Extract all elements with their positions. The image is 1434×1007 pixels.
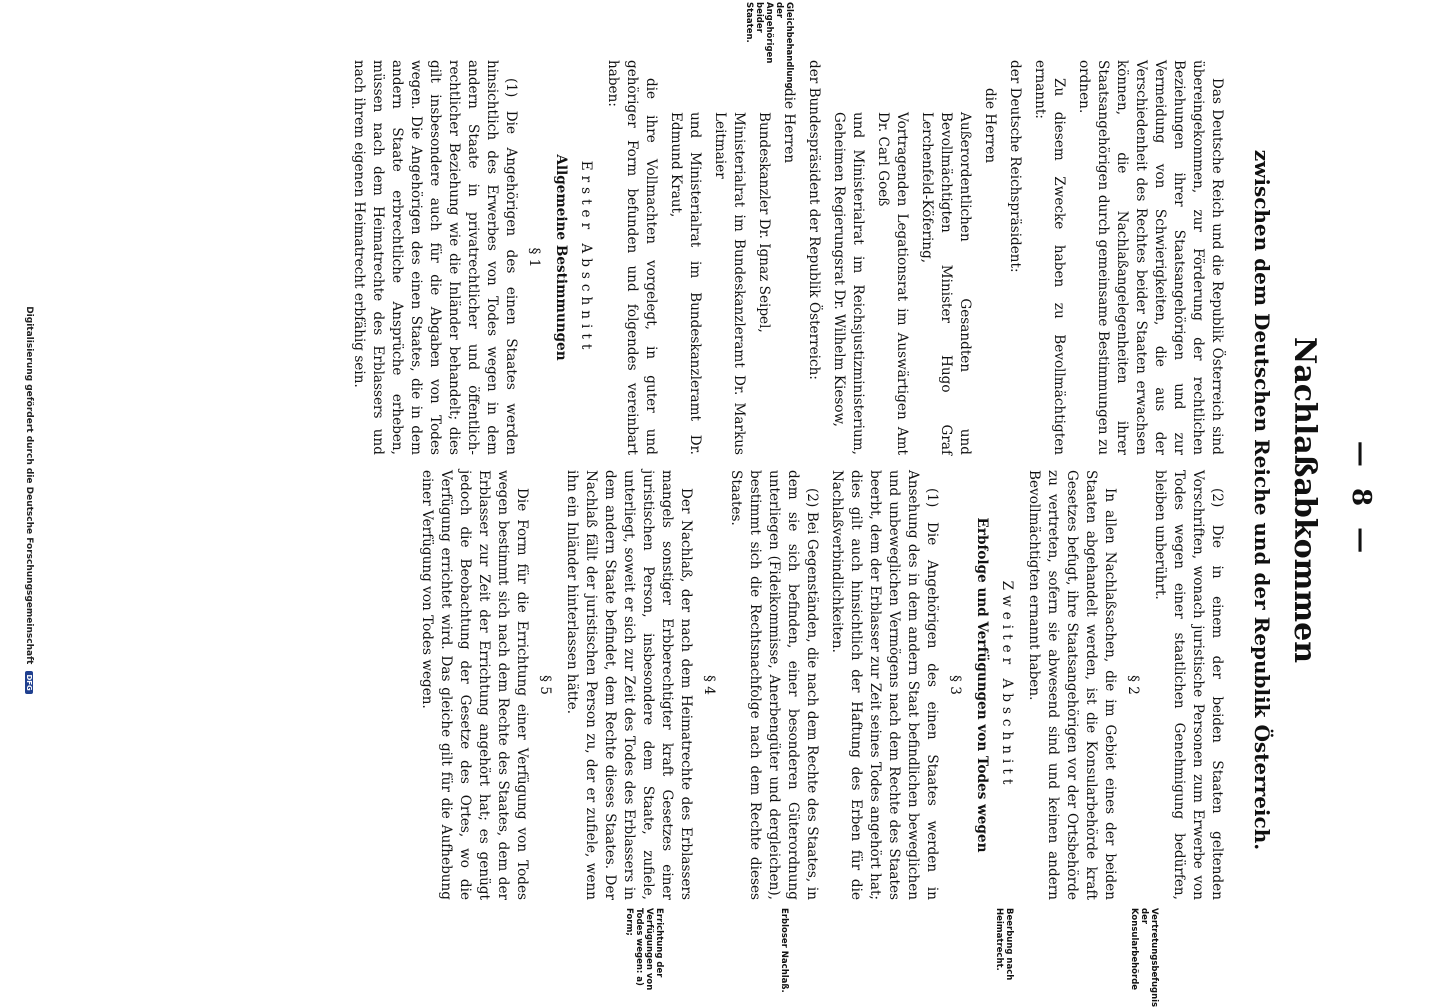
paragraph-1-continued: (2) Die in einem der beiden Staaten geltenden Vorschriften, wonach juristische Personen zum Erwerbe von Todes wegen einer staatlichen Genehmigung bedürfen, bleiben unberührt. bbox=[1152, 470, 1225, 900]
paragraph-1-text: (1) Die Angehörigen des einen Staates werden hinsichtlich des Erwerbes von Todes wegen in dem andern Staate in privatrechtlicher und öffentlich-rechtlicher Beziehung wie die Inländer behandelt; dies gilt insbesondere auch für die Abgaben von Todes wegen. Die Angehörigen des einen Staates, die in dem andern Staate erbrechtliche Ansprüche erheben, müssen nach dem Heimatrechte des Erblassers und nach ihrem eigenen Heimatrecht erbfähig sein. bbox=[351, 60, 519, 455]
page-number: — 8 — bbox=[1346, 440, 1376, 560]
paragraph-mark-4: § 4 bbox=[701, 675, 717, 695]
intro-paragraph: Das Deutsche Reich und die Republik Österreich sind übereingekommen, zur Förderung der rechtlichen Beziehungen ihrer Staatsangehörigen und zur Vermeidung von Schwierigkeiten, die aus der Verschiedenheit des Rechtes beider Staaten erwachsen können, die Nachlaßangelegenheiten ihrer Staatsangehörigen durch gemeinsame Bestimmungen zu ordnen. bbox=[1076, 60, 1225, 455]
bundespraesident-line: der Bundespräsident der Republik Österreich: bbox=[806, 60, 822, 380]
closing-paragraph: die ihre Vollmachten vorgelegt, in guter und gehöriger Form befunden und folgendes vereinbart haben: bbox=[605, 60, 659, 455]
paragraph-5-text: Die Form für die Errichtung einer Verfügung von Todes wegen bestimmt sich nach dem Rechte des Staates, dem der Erblasser zur Zeit der Errichtung angehört hat; es genügt jedoch die Beobachtung der Gesetze des Ortes, wo die Verfügung errichtet wird. Das gleiche gilt für die Aufhebung einer Verfügung von Todes wegen. bbox=[419, 470, 530, 900]
page-title: Nachlaßabkommen bbox=[1287, 336, 1322, 664]
plenipotentiary-lerchenfeld: Außerordentlichen Gesandten und Bevollmächtigten Minister Hugo Graf Lerchenfeld-Köfering, bbox=[919, 112, 973, 455]
plenipotentiary-kraut: und Ministerialrat im Bundeskanzleramt Dr. Edmund Kraut, bbox=[668, 112, 703, 455]
paragraph-3-text-1: (1) Die Angehörigen des einen Staates werden in Ansehung des in dem andern Staat befindlichen beweglichen und unbeweglichen Vermögens nach dem Rechte des Staates beerbt, dem der Erblasser zur Zeit seines Todes angehört hat; dies gilt auch hinsichtlich der Haftung des Erben für die Nachlaßverbindlichkeiten. bbox=[829, 470, 940, 900]
margin-note-form: Errichtung der Verfügungen von Todes wegen: a) Form; bbox=[624, 908, 664, 991]
herren-line-1: die Herren bbox=[982, 88, 998, 164]
appoint-paragraph: Zu diesem Zwecke haben zu Bevollmächtigten ernannt: bbox=[1032, 60, 1067, 455]
section-2-title: Zweiter Abschnitt bbox=[999, 580, 1015, 790]
margin-note-inheritance: Beerbung nach Heimatrecht. bbox=[994, 908, 1014, 981]
paragraph-2-text: In allen Nachlaßsachen, die im Gebiet eines der beiden Staaten abgehandelt werden, ist die Konsularbehörde kraft Gesetzes befugt, ihre Staatsangehörigen vor der Ortsbehörde zu vertreten, sofern sie abwesend sind und keinen andern Bevollmächtigten ernannt haben. bbox=[1026, 470, 1118, 900]
section-2-subtitle: Erbfolge und Verfügungen von Todes wegen bbox=[974, 517, 990, 853]
plenipotentiary-leitmaier: Ministerialrat im Bundeskanzleramt Dr. Markus Leitmaier bbox=[712, 112, 747, 455]
paragraph-4-text: Der Nachlaß, der nach dem Heimatrechte des Erblassers mangels sonstiger Erbberechtigter kraft Gesetzes einer juristischen Person, insbesondere dem Staate, zufiele, unterliegt, soweit er sich zur Zeit des Todes des Erblassers in dem andern Staate befindet, dem Rechte dieses Staates. Der Nachlaß fällt der juristischen Person zu, der er zufiele, wenn ihn ein Inländer hinterlassen hätte. bbox=[564, 470, 694, 900]
digitization-credit bbox=[24, 0, 34, 1000]
section-1-title: Erster Abschnitt bbox=[578, 160, 594, 355]
paragraph-mark-3: § 3 bbox=[947, 675, 963, 695]
herren-line-2: die Herren bbox=[781, 88, 797, 164]
margin-note-equal-treatment: Gleichbehandlung der Angehörigen beider Staaten. bbox=[744, 2, 794, 89]
reichspraesident-line: der Deutsche Reichspräsident: bbox=[1007, 60, 1023, 273]
plenipotentiary-kiesow: und Ministerialrat im Reichsjustizministerium, Geheimen Regierungsrat Dr. Wilhelm Kiesow, bbox=[831, 112, 866, 455]
paragraph-mark-5: § 5 bbox=[537, 675, 553, 695]
section-1-subtitle: Allgemeine Bestimmungen bbox=[553, 154, 569, 361]
credit-text: Digitalisierung gefördert durch die Deutsche Forschungsgemeinschaft bbox=[24, 306, 34, 665]
plenipotentiary-seipel: Bundeskanzler Dr. Ignaz Seipel, bbox=[756, 112, 772, 333]
paragraph-mark-1: § 1 bbox=[526, 247, 542, 268]
paragraph-3-text-2: (2) Bei Gegenständen, die nach dem Rechte des Staates, in dem sie sich befinden, einer besonderen Güterordnung unterliegen (Fideikommisse, Anerbengüter und dergleichen), bestimmt sich die Rechtsnachfolge nach dem Rechte dieses Staates. bbox=[728, 470, 820, 900]
right-column bbox=[411, 470, 1226, 900]
left-column bbox=[343, 60, 1226, 455]
margin-note-heirless-estate: Erbloser Nachlaß. bbox=[779, 908, 789, 993]
plenipotentiary-goess: Vortragenden Legationsrat im Auswärtigen Amt Dr. Carl Goeß bbox=[875, 112, 910, 455]
margin-note-consular: Vertretungsbefugnis der Konsularbehörde bbox=[1129, 908, 1159, 1007]
dfg-logo-badge: DFG bbox=[26, 671, 34, 693]
paragraph-mark-2: § 2 bbox=[1125, 675, 1141, 695]
page-subtitle: zwischen dem Deutschen Reiche und der Republik Österreich. bbox=[1250, 149, 1274, 851]
